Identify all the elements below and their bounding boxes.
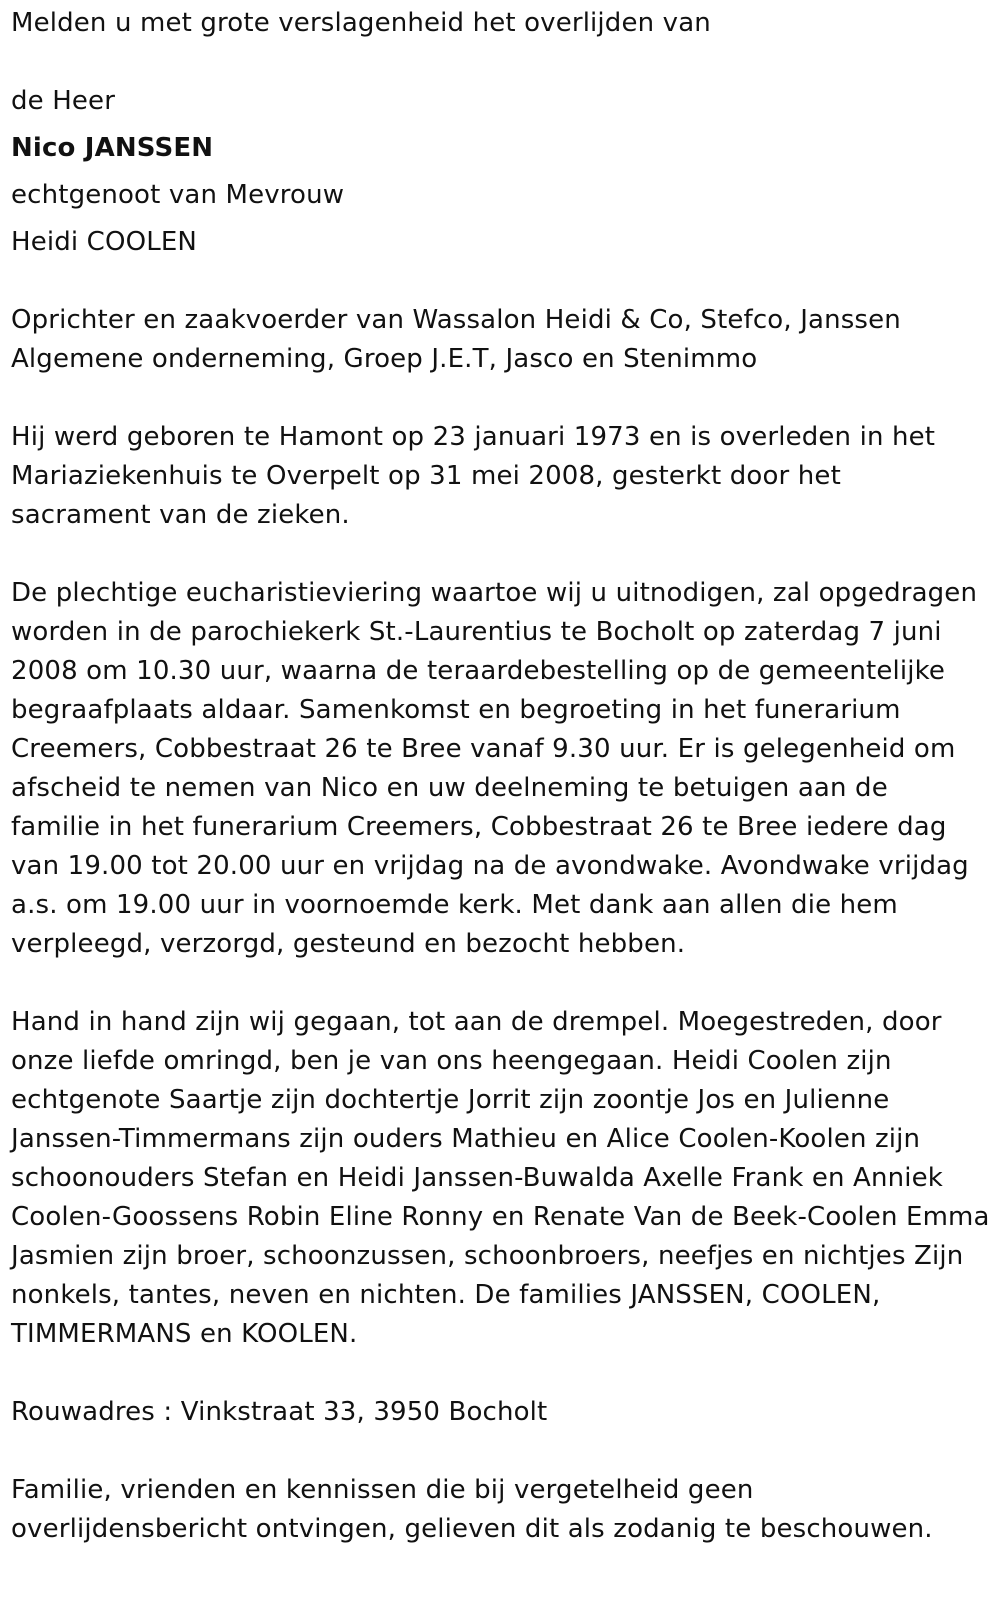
mourning-address: Rouwadres : Vinkstraat 33, 3950 Bocholt (11, 1397, 548, 1427)
spacer (11, 262, 980, 301)
intro-text: Melden u met grote verslagenheid het overlijden van (11, 8, 711, 38)
paragraph-line: Coolen-Goossens Robin Eline Ronny en Renate Van de Beek-Coolen Emma (11, 1202, 990, 1232)
deceased-name: Nico JANSSEN (11, 133, 214, 163)
spouse-label: echtgenoot van Mevrouw (11, 180, 345, 210)
paragraph-line: Janssen-Timmermans zijn ouders Mathieu en Alice Coolen-Koolen zijn (11, 1124, 921, 1154)
paragraph-line: a.s. om 19.00 uur in voornoemde kerk. Met dank aan allen die hem (11, 890, 898, 920)
paragraph-line: Creemers, Cobbestraat 26 te Bree vanaf 9.30 uur. Er is gelegenheid om (11, 734, 956, 764)
paragraph-line: Hand in hand zijn wij gegaan, tot aan de drempel. Moegestreden, door (11, 1007, 942, 1037)
paragraph-line: onze liefde omringd, ben je van ons heengegaan. Heidi Coolen zijn (11, 1046, 892, 1076)
spacer (11, 1354, 980, 1393)
paragraph-line: 2008 om 10.30 uur, waarna de teraardebestelling op de gemeentelijke (11, 656, 946, 686)
paragraph-line: Mariaziekenhuis te Overpelt op 31 mei 2008, gesterkt door het (11, 461, 841, 491)
ceremony-paragraph (11, 574, 980, 964)
spouse-name: Heidi COOLEN (11, 227, 198, 257)
spacer (11, 964, 980, 1003)
closing-paragraph (11, 1471, 980, 1549)
paragraph-line: Algemene onderneming, Groep J.E.T, Jasco en Stenimmo (11, 344, 758, 374)
spacer (11, 1432, 980, 1471)
paragraph-line: Familie, vrienden en kennissen die bij vergetelheid geen (11, 1475, 754, 1505)
paragraph-line: overlijdensbericht ontvingen, gelieven dit als zodanig te beschouwen. (11, 1514, 933, 1544)
spacer (11, 379, 980, 418)
paragraph-line: Jasmien zijn broer, schoonzussen, schoonbroers, neefjes en nichtjes Zijn (11, 1241, 964, 1271)
paragraph-line: familie in het funerarium Creemers, Cobbestraat 26 te Bree iedere dag (11, 812, 947, 842)
paragraph-line: afscheid te nemen van Nico en uw deelneming te betuigen aan de (11, 773, 888, 803)
paragraph-line: nonkels, tantes, neven en nichten. De families JANSSEN, COOLEN, (11, 1280, 881, 1310)
spacer (11, 535, 980, 574)
paragraph-line: van 19.00 tot 20.00 uur en vrijdag na de avondwake. Avondwake vrijdag (11, 851, 969, 881)
family-paragraph (11, 1003, 990, 1354)
founder-paragraph (11, 301, 980, 379)
paragraph-line: Hij werd geboren te Hamont op 23 januari 1973 en is overleden in het (11, 422, 936, 452)
honorific: de Heer (11, 86, 116, 116)
paragraph-line: schoonouders Stefan en Heidi Janssen-Buwalda Axelle Frank en Anniek (11, 1163, 943, 1193)
paragraph-line: Oprichter en zaakvoerder van Wassalon Heidi & Co, Stefco, Janssen (11, 305, 901, 335)
paragraph-line: worden in de parochiekerk St.-Laurentius te Bocholt op zaterdag 7 juni (11, 617, 942, 647)
paragraph-line: De plechtige eucharistieviering waartoe wij u uitnodigen, zal opgedragen (11, 578, 978, 608)
paragraph-line: sacrament van de zieken. (11, 500, 350, 530)
paragraph-line: begraafplaats aldaar. Samenkomst en begroeting in het funerarium (11, 695, 901, 725)
paragraph-line: echtgenote Saartje zijn dochtertje Jorrit zijn zoontje Jos en Julienne (11, 1085, 890, 1115)
paragraph-line: verpleegd, verzorgd, gesteund en bezocht hebben. (11, 929, 686, 959)
spacer (11, 43, 980, 82)
paragraph-line: TIMMERMANS en KOOLEN. (11, 1319, 358, 1349)
birth-death-paragraph (11, 418, 980, 535)
